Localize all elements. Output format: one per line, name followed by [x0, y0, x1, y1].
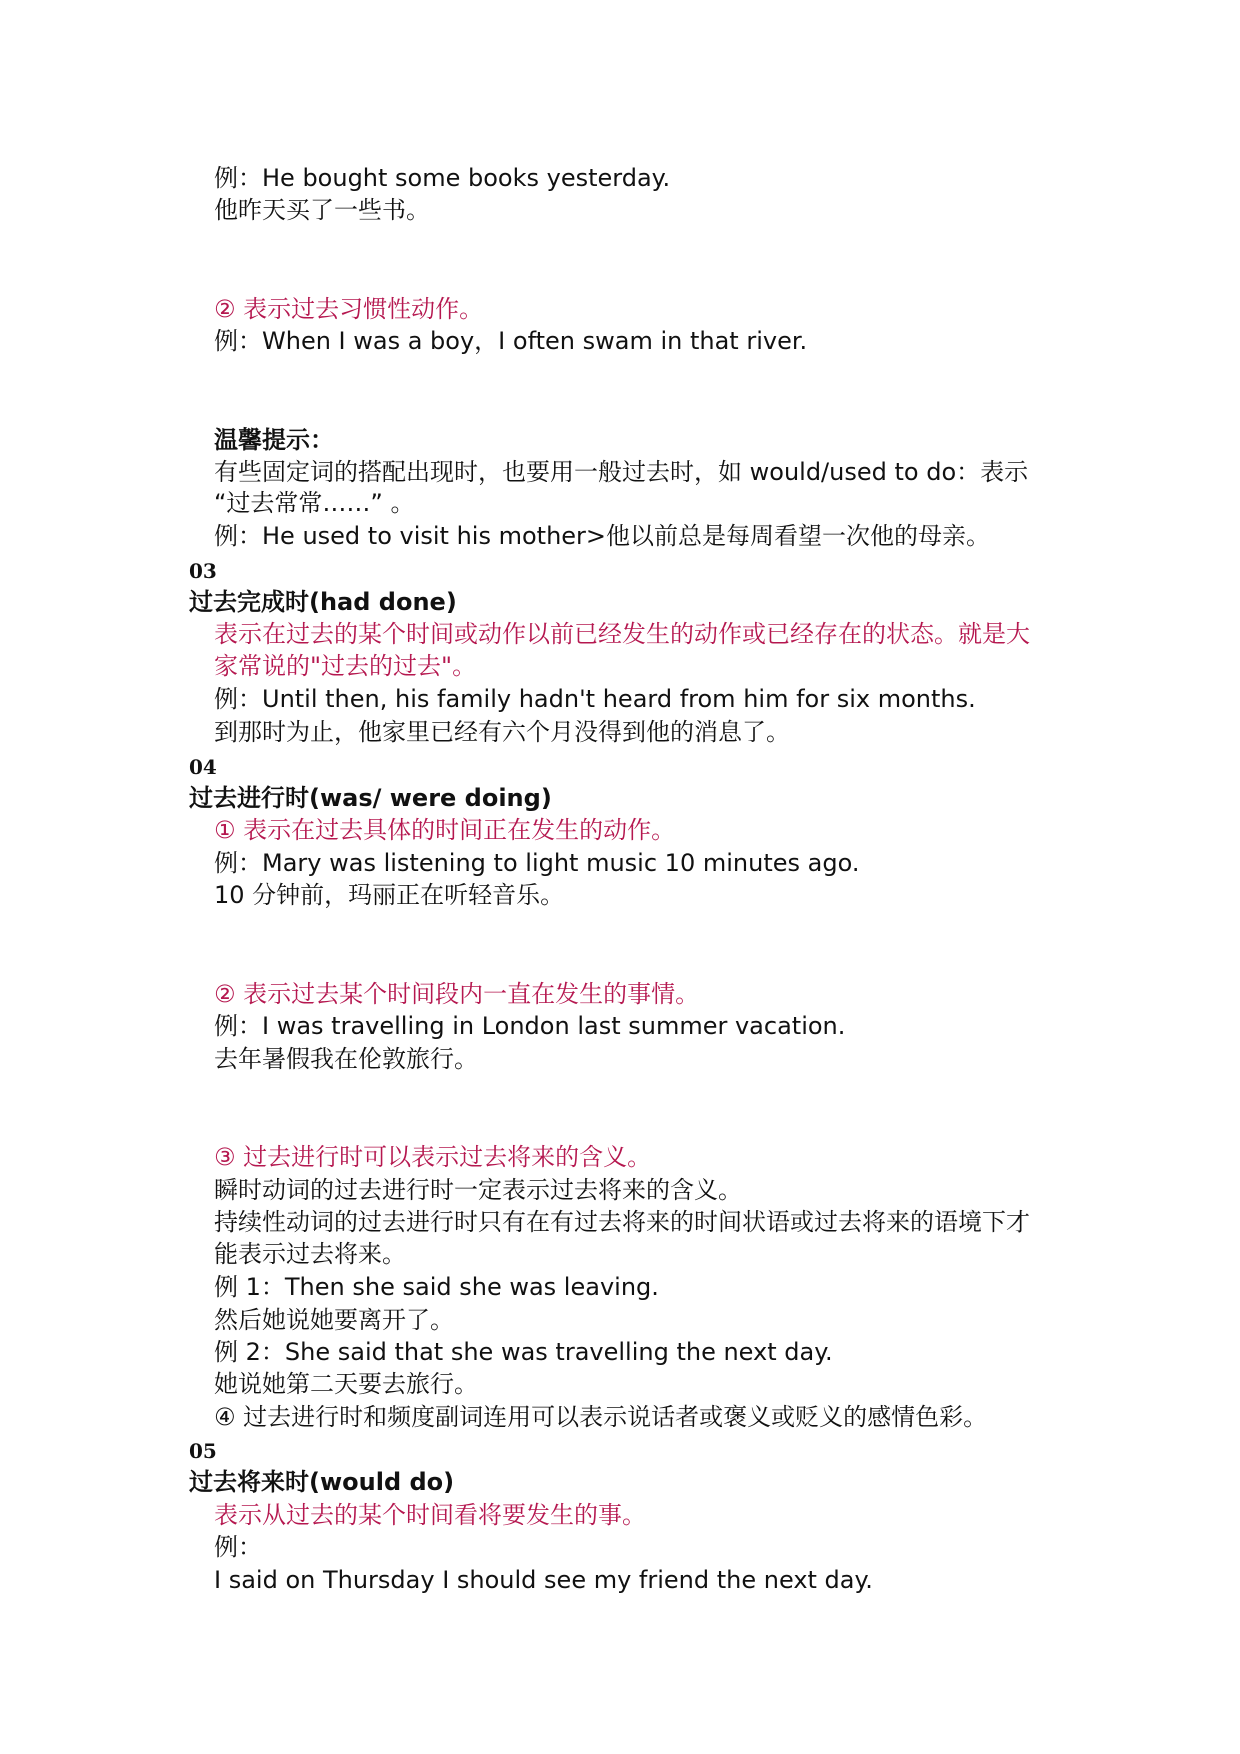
example-sentence: 例：Mary was listening to light music 10 minutes ago. [214, 849, 860, 877]
rule-point: 表示在过去的某个时间或动作以前已经发生的动作或已经存在的状态。就是大 [214, 620, 1030, 648]
example-label: 例： [214, 1533, 262, 1561]
section-number: 05 [189, 1439, 217, 1463]
translation: 他昨天买了一些书。 [214, 196, 430, 224]
tip-heading: 温馨提示： [214, 426, 334, 454]
translation: 10 分钟前，玛丽正在听轻音乐。 [214, 881, 565, 909]
translation: 她说她第二天要去旅行。 [214, 1370, 478, 1398]
section-number: 04 [189, 755, 217, 779]
rule-text: 持续性动词的过去进行时只有在有过去将来的时间状语或过去将来的语境下才 [214, 1208, 1030, 1236]
section-heading: 过去完成时(had done) [189, 588, 457, 616]
rule-point: ④ 过去进行时和频度副词连用可以表示说话者或褒义或贬义的感情色彩。 [214, 1403, 988, 1431]
translation: 到那时为止，他家里已经有六个月没得到他的消息了。 [214, 718, 790, 746]
rule-text: 能表示过去将来。 [214, 1240, 406, 1268]
tip-text: “过去常常……” 。 [214, 489, 415, 517]
example-sentence: 例 2：She said that she was travelling the next day. [214, 1338, 833, 1366]
rule-point: 表示从过去的某个时间看将要发生的事。 [214, 1501, 646, 1529]
section-heading: 过去进行时(was/ were doing) [189, 784, 552, 812]
rule-text: 瞬时动词的过去进行时一定表示过去将来的含义。 [214, 1176, 742, 1204]
rule-point: ③ 过去进行时可以表示过去将来的含义。 [214, 1143, 652, 1171]
translation: 然后她说她要离开了。 [214, 1306, 454, 1334]
example-sentence: 例：He used to visit his mother>他以前总是每周看望一次他的母亲。 [214, 522, 991, 550]
example-sentence: 例：I was travelling in London last summer vacation. [214, 1012, 846, 1040]
example-sentence: 例：When I was a boy，I often swam in that river. [214, 327, 808, 355]
section-number: 03 [189, 559, 217, 583]
example-sentence: 例：Until then, his family hadn't heard from him for six months. [214, 685, 976, 713]
section-heading: 过去将来时(would do) [189, 1468, 455, 1496]
example-sentence: I said on Thursday I should see my friend the next day. [214, 1566, 873, 1594]
rule-point: 家常说的"过去的过去"。 [214, 652, 477, 680]
rule-point: ② 表示过去习惯性动作。 [214, 295, 484, 323]
rule-point: ① 表示在过去具体的时间正在发生的动作。 [214, 816, 676, 844]
tip-text: 有些固定词的搭配出现时，也要用一般过去时，如 would/used to do：表示 [214, 458, 1029, 486]
translation: 去年暑假我在伦敦旅行。 [214, 1045, 478, 1073]
example-sentence: 例 1：Then she said she was leaving. [214, 1273, 659, 1301]
example-sentence: 例：He bought some books yesterday. [214, 164, 671, 192]
rule-point: ② 表示过去某个时间段内一直在发生的事情。 [214, 980, 700, 1008]
